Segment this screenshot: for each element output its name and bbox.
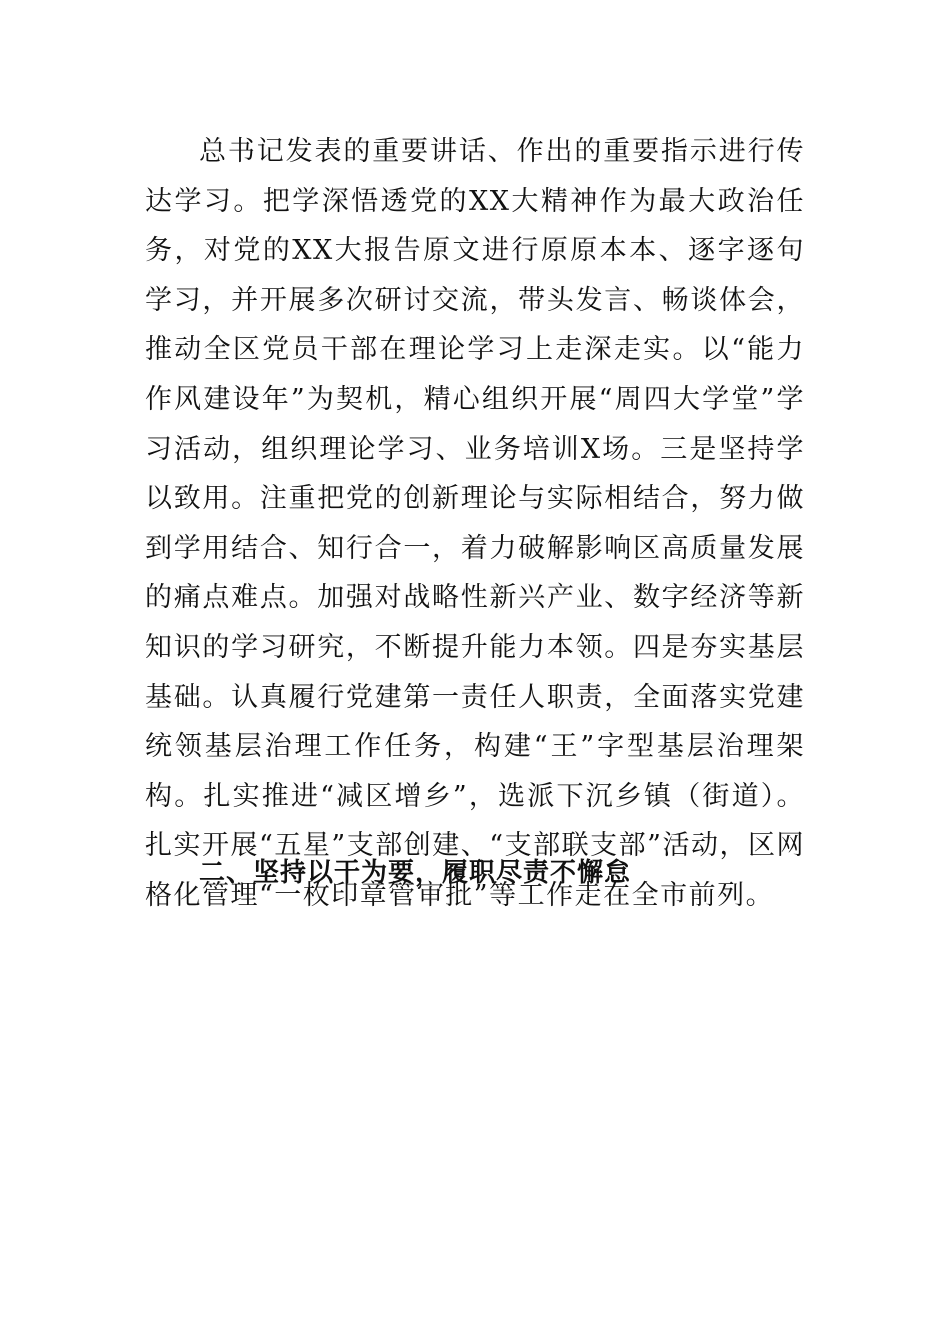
section-heading: 二、坚持以干为要，履职尽责不懈怠 bbox=[199, 858, 632, 888]
body-paragraph: 总书记发表的重要讲话、作出的重要指示进行传达学习。把学深悟透党的XX大精神作为最大政治任务，对党的XX大报告原文进行原原本本、逐字逐句学习，并开展多次研讨交流，带头发言、畅谈体会，推动全区党员干部在理论学习上走深走实。以“能力作风建设年”为契机，精心组织开展“周四大学堂”学习活动，组织理论学习、业务培训X场。三是坚持学以致用。注重把党的创新理论与实际相结合，努力做到学用结合、知行合一，着力破解影响区高质量发展的痛点难点。加强对战略性新兴产业、数字经济等新知识的学习研究，不断提升能力本领。四是夯实基层基础。认真履行党建第一责任人职责，全面落实党建统领基层治理工作任务，构建“王”字型基层治理架构。扎实推进“减区增乡”，选派下沉乡镇（街道）。扎实开展“五星”支部创建、“支部联支部”活动，区网格化管理“一枚印章管审批”等工作走在全市前列。 bbox=[145, 136, 805, 911]
